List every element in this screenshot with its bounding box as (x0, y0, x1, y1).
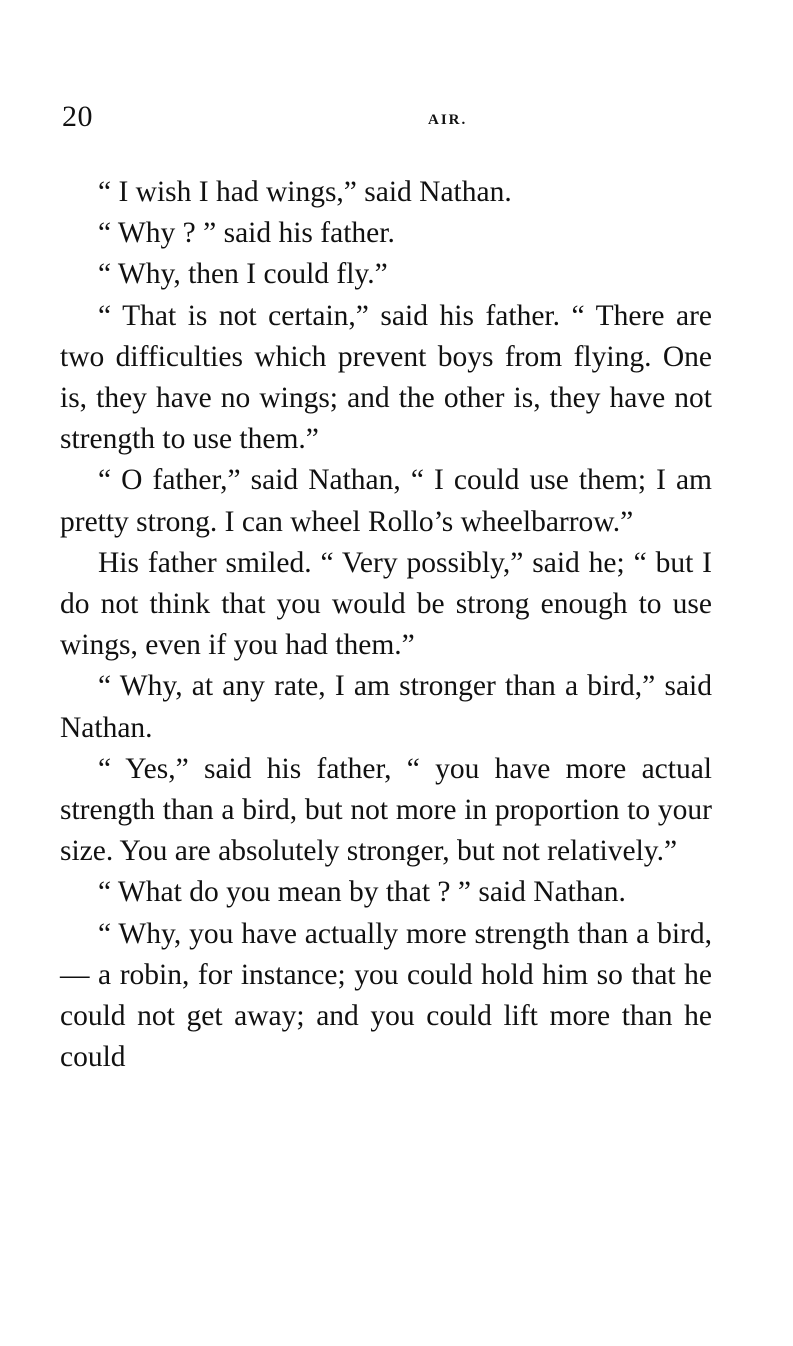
paragraph: His father smiled. “ Very possibly,” said he; “ but I do not think that you would be strong enough to use wings, even if you had them.” (60, 546, 712, 662)
paragraph: “ Why, at any rate, I am stronger than a bird,” said Nathan. (60, 670, 712, 744)
paragraph: “ Why, then I could fly.” (98, 258, 388, 291)
paragraph: “ Why ? ” said his father. (98, 217, 395, 250)
paragraph: “ Why, you have actually more strength than a bird, — a robin, for instance; you could hold him so that he could not get away; and you could lift more than he could (60, 917, 712, 1074)
page-number: 20 (62, 100, 93, 133)
body-text (60, 172, 712, 1078)
paragraph: “ That is not certain,” said his father. “ There are two difficulties which prevent boys from flying. One is, they have no wings; and the other is, they have not strength to use them.” (60, 299, 712, 456)
page-header (60, 100, 712, 140)
paragraph: “ O father,” said Nathan, “ I could use them; I am pretty strong. I can wheel Rollo’s wheelbarrow.” (60, 464, 712, 538)
paragraph: “ Yes,” said his father, “ you have more actual strength than a bird, but not more in proportion to your size. You are absolutely stronger, but not relatively.” (60, 752, 712, 868)
running-title: AIR. (428, 112, 468, 128)
paragraph: “ What do you mean by that ? ” said Nathan. (98, 876, 626, 909)
paragraph: “ I wish I had wings,” said Nathan. (98, 176, 512, 208)
